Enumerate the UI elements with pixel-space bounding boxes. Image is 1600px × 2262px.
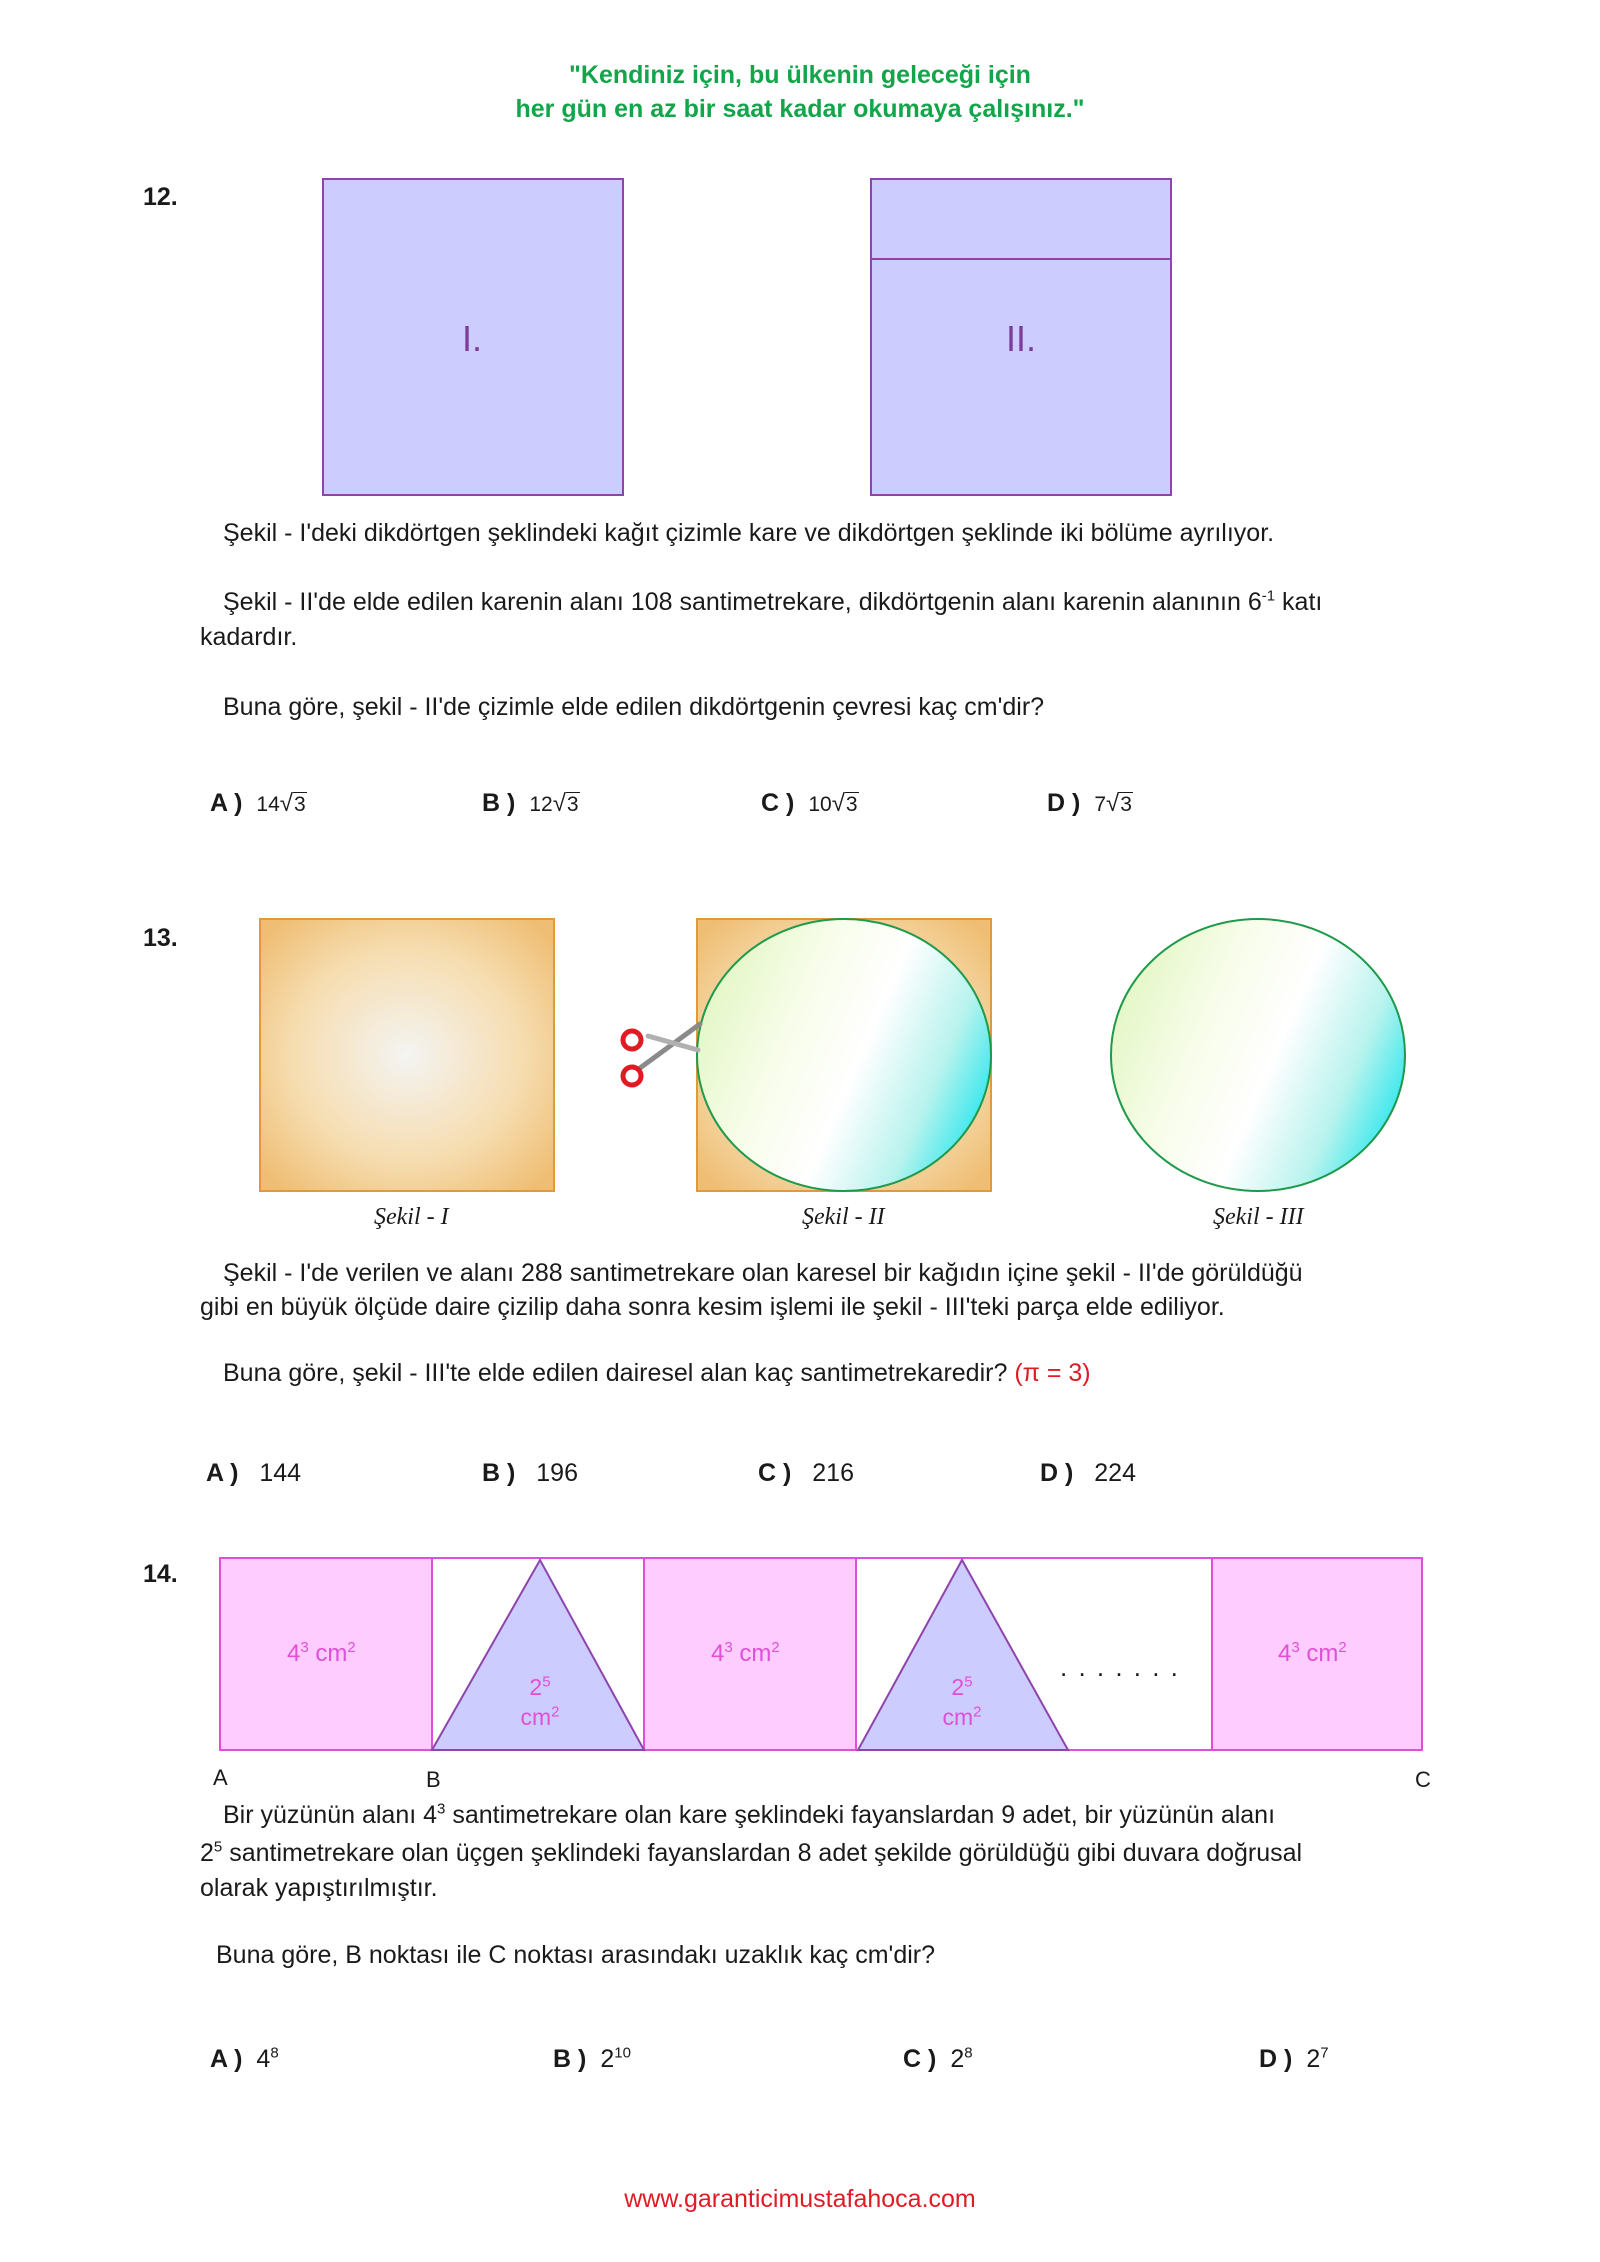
q12-question: Buna göre, şekil - II'de çizimle elde edilen dikdörtgenin çevresi kaç cm'dir? [223, 693, 1045, 721]
q13-paragraph-1: Şekil - I'de verilen ve alanı 288 santimetrekare olan karesel bir kağıdın içine şekil - II'de görüldüğü [223, 1259, 1303, 1287]
triangle-2-area: $2^5$ $cm^2$ [942, 1673, 982, 1730]
q14-paragraph-2: $2^5$ santimetrekare olan üçgen şeklindeki fayanslardan 8 adet şekilde görüldüğü gibi duvara doğrusal [200, 1838, 1303, 1867]
quote-line-1: "Kendiniz için, bu ülkenin geleceği için [569, 61, 1031, 89]
q12-option-b[interactable]: B ) 12√3 [482, 789, 579, 817]
q13-paragraph-1-cont: gibi en büyük ölçüde daire çizilip daha sonra kesim işlemi ile şekil - III'teki parça elde ediliyor. [200, 1293, 1225, 1321]
label-II: II. [1006, 318, 1037, 359]
q14-option-b[interactable]: B ) $2^{10}$ [553, 2044, 631, 2073]
point-A: A [213, 1765, 228, 1790]
q13-option-d[interactable]: D ) 224 [1040, 1459, 1136, 1487]
question-12-number: 12. [143, 183, 178, 211]
triangle-1-area: $2^5$ $cm^2$ [520, 1673, 560, 1730]
q13-question: Buna göre, şekil - III'te elde edilen dairesel alan kaç santimetrekaredir? (π = 3) [223, 1359, 1091, 1387]
q14-option-a[interactable]: A ) $4^8$ [210, 2044, 279, 2073]
caption-sekil-I: Şekil - I [374, 1204, 449, 1230]
q13-option-b[interactable]: B ) 196 [482, 1459, 578, 1487]
square-2-area: $4^3$ $cm^2$ [711, 1639, 780, 1667]
q14-paragraph-1: Bir yüzünün alanı $4^3$ santimetrekare olan kare şeklindeki fayanslardan 9 adet, bir yüzünün alanı [223, 1800, 1276, 1829]
question-13-number: 13. [143, 924, 178, 952]
q12-option-c[interactable]: C ) 10√3 [761, 789, 858, 817]
q12-paragraph-2: Şekil - II'de elde edilen karenin alanı 108 santimetrekare, dikdörtgenin alanı karenin alanının $6^{-1}$ katı [223, 587, 1323, 616]
caption-sekil-III: Şekil - III [1213, 1204, 1304, 1230]
point-B: B [426, 1767, 441, 1792]
footer-url[interactable]: www.garanticimustafahoca.com [624, 2185, 976, 2213]
q12-paragraph-1: Şekil - I'deki dikdörtgen şeklindeki kağıt çizimle kare ve dikdörtgen şeklinde iki bölüme ayrılıyor. [223, 519, 1275, 547]
q12-option-a[interactable]: A ) 14√3 [210, 789, 306, 817]
q14-option-c[interactable]: C ) $2^8$ [903, 2044, 973, 2073]
q12-option-d[interactable]: D ) 7√3 [1047, 789, 1132, 817]
pi-note: (π = 3) [1014, 1359, 1091, 1387]
q14-paragraph-3: olarak yapıştırılmıştır. [200, 1874, 438, 1902]
square-last-area: $4^3$ $cm^2$ [1278, 1639, 1347, 1667]
q14-option-d[interactable]: D ) $2^7$ [1259, 2044, 1329, 2073]
quote-line-2: her gün en az bir saat kadar okumaya çalışınız." [515, 95, 1085, 123]
q14-question: Buna göre, B noktası ile C noktası arasındakı uzaklık kaç cm'dir? [216, 1941, 936, 1969]
question-14-number: 14. [143, 1560, 178, 1588]
q13-option-c[interactable]: C ) 216 [758, 1459, 854, 1487]
label-I: I. [462, 318, 483, 359]
caption-sekil-II: Şekil - II [802, 1204, 885, 1230]
square-1-area: $4^3$ $cm^2$ [287, 1639, 356, 1667]
q12-paragraph-2-cont: kadardır. [200, 623, 298, 651]
q13-option-a[interactable]: A ) 144 [206, 1459, 302, 1487]
continuation-dots: . . . . . . . [1060, 1652, 1180, 1682]
point-C: C [1415, 1767, 1431, 1792]
